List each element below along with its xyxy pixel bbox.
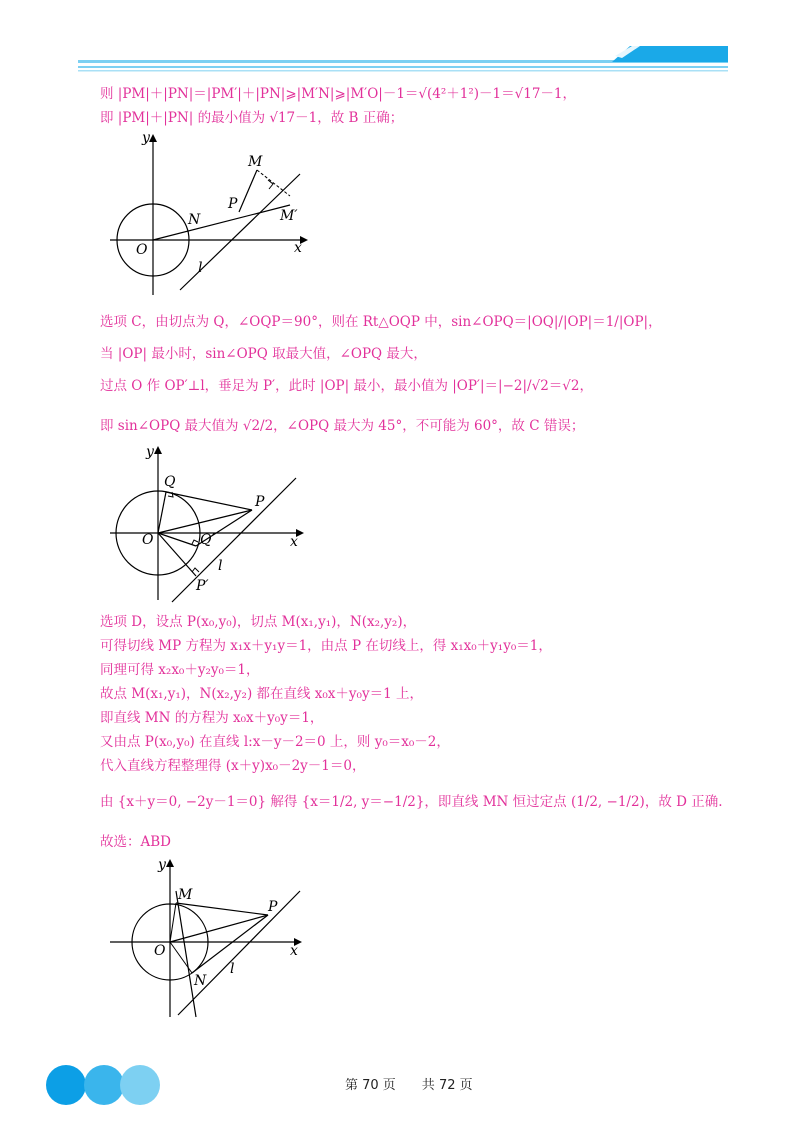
text-line-1: 则 |PM|＋|PN|＝|PM′|＋|PN|⩾|M′N|⩾|M′O|－1＝√(4²＋1²)－1＝√17－1， bbox=[100, 86, 577, 102]
text-line-11: 即直线 MN 的方程为 x₀x＋y₀y＝1， bbox=[100, 710, 324, 726]
fig2-label-q: Q bbox=[164, 474, 176, 490]
fig1-label-l: l bbox=[198, 260, 203, 276]
text-line-8: 可得切线 MP 方程为 x₁x＋y₁y＝1，由点 P 在切线上，得 x₁x₀＋y₁y₀＝1， bbox=[100, 638, 552, 654]
text-line-13: 代入直线方程整理得 (x＋y)x₀－2y－1＝0， bbox=[100, 758, 366, 774]
text-line-2: 即 |PM|＋|PN| 的最小值为 √17－1，故 B 正确； bbox=[100, 110, 404, 126]
fig3-label-x: x bbox=[290, 943, 298, 959]
fig2-label-y: y bbox=[146, 444, 154, 460]
fig1-label-mprime: M′ bbox=[280, 208, 298, 224]
text-line-9: 同理可得 x₂x₀＋y₂y₀＝1， bbox=[100, 662, 260, 678]
text-line-14: 由 {x＋y＝0, −2y－1＝0} 解得 {x＝1/2, y＝−1/2}，即直线 MN 恒过定点 (1/2, −1/2)，故 D 正确. bbox=[100, 794, 723, 810]
fig1-label-p: P bbox=[228, 196, 238, 212]
figure-1 bbox=[100, 130, 320, 300]
fig2-label-pprime: P′ bbox=[196, 578, 209, 594]
fig3-label-m: M bbox=[178, 887, 193, 903]
fig2-label-p: P bbox=[255, 494, 265, 510]
fig2-label-o: O bbox=[142, 532, 154, 548]
fig1-label-m: M bbox=[248, 154, 263, 170]
text-line-6: 即 sin∠OPQ 最大值为 √2/2，∠OPQ 最大为 45°，不可能为 60°，故 C 错误； bbox=[100, 418, 585, 434]
fig1-label-y: y bbox=[142, 130, 150, 146]
fig2-label-qprime: Q′ bbox=[200, 532, 215, 548]
text-line-4: 当 |OP| 最小时，sin∠OPQ 取最大值，∠OPQ 最大， bbox=[100, 346, 427, 362]
text-line-5: 过点 O 作 OP′⊥l，垂足为 P′，此时 |OP| 最小，最小值为 |OP′|＝|−2|/√2＝√2， bbox=[100, 378, 593, 394]
text-line-10: 故点 M(x₁,y₁)，N(x₂,y₂) 都在直线 x₀x＋y₀y＝1 上， bbox=[100, 686, 423, 702]
text-line-7: 选项 D，设点 P(x₀,y₀)，切点 M(x₁,y₁)，N(x₂,y₂)， bbox=[100, 614, 417, 630]
fig1-label-x: x bbox=[294, 240, 302, 256]
fig3-label-l: l bbox=[230, 961, 235, 977]
fig1-label-n: N bbox=[188, 212, 201, 228]
text-line-15: 故选：ABD bbox=[100, 834, 171, 850]
fig3-label-o: O bbox=[154, 943, 166, 959]
figure-2 bbox=[100, 440, 320, 605]
fig1-label-o: O bbox=[136, 242, 148, 258]
header-band bbox=[0, 0, 800, 80]
fig2-label-l: l bbox=[218, 558, 223, 574]
fig3-label-y: y bbox=[158, 857, 166, 873]
figure-3 bbox=[100, 855, 320, 1020]
fig2-label-x: x bbox=[290, 534, 298, 550]
fig3-label-p: P bbox=[268, 899, 278, 915]
fig3-label-n: N bbox=[194, 973, 207, 989]
text-line-12: 又由点 P(x₀,y₀) 在直线 l:x－y－2＝0 上，则 y₀＝x₀－2， bbox=[100, 734, 450, 750]
text-line-3: 选项 C，由切点为 Q，∠OQP＝90°，则在 Rt△OQP 中，sin∠OPQ＝|OQ|/|OP|＝1/|OP|， bbox=[100, 314, 662, 330]
page-number: 第 70 页 共 72 页 bbox=[345, 1078, 473, 1093]
